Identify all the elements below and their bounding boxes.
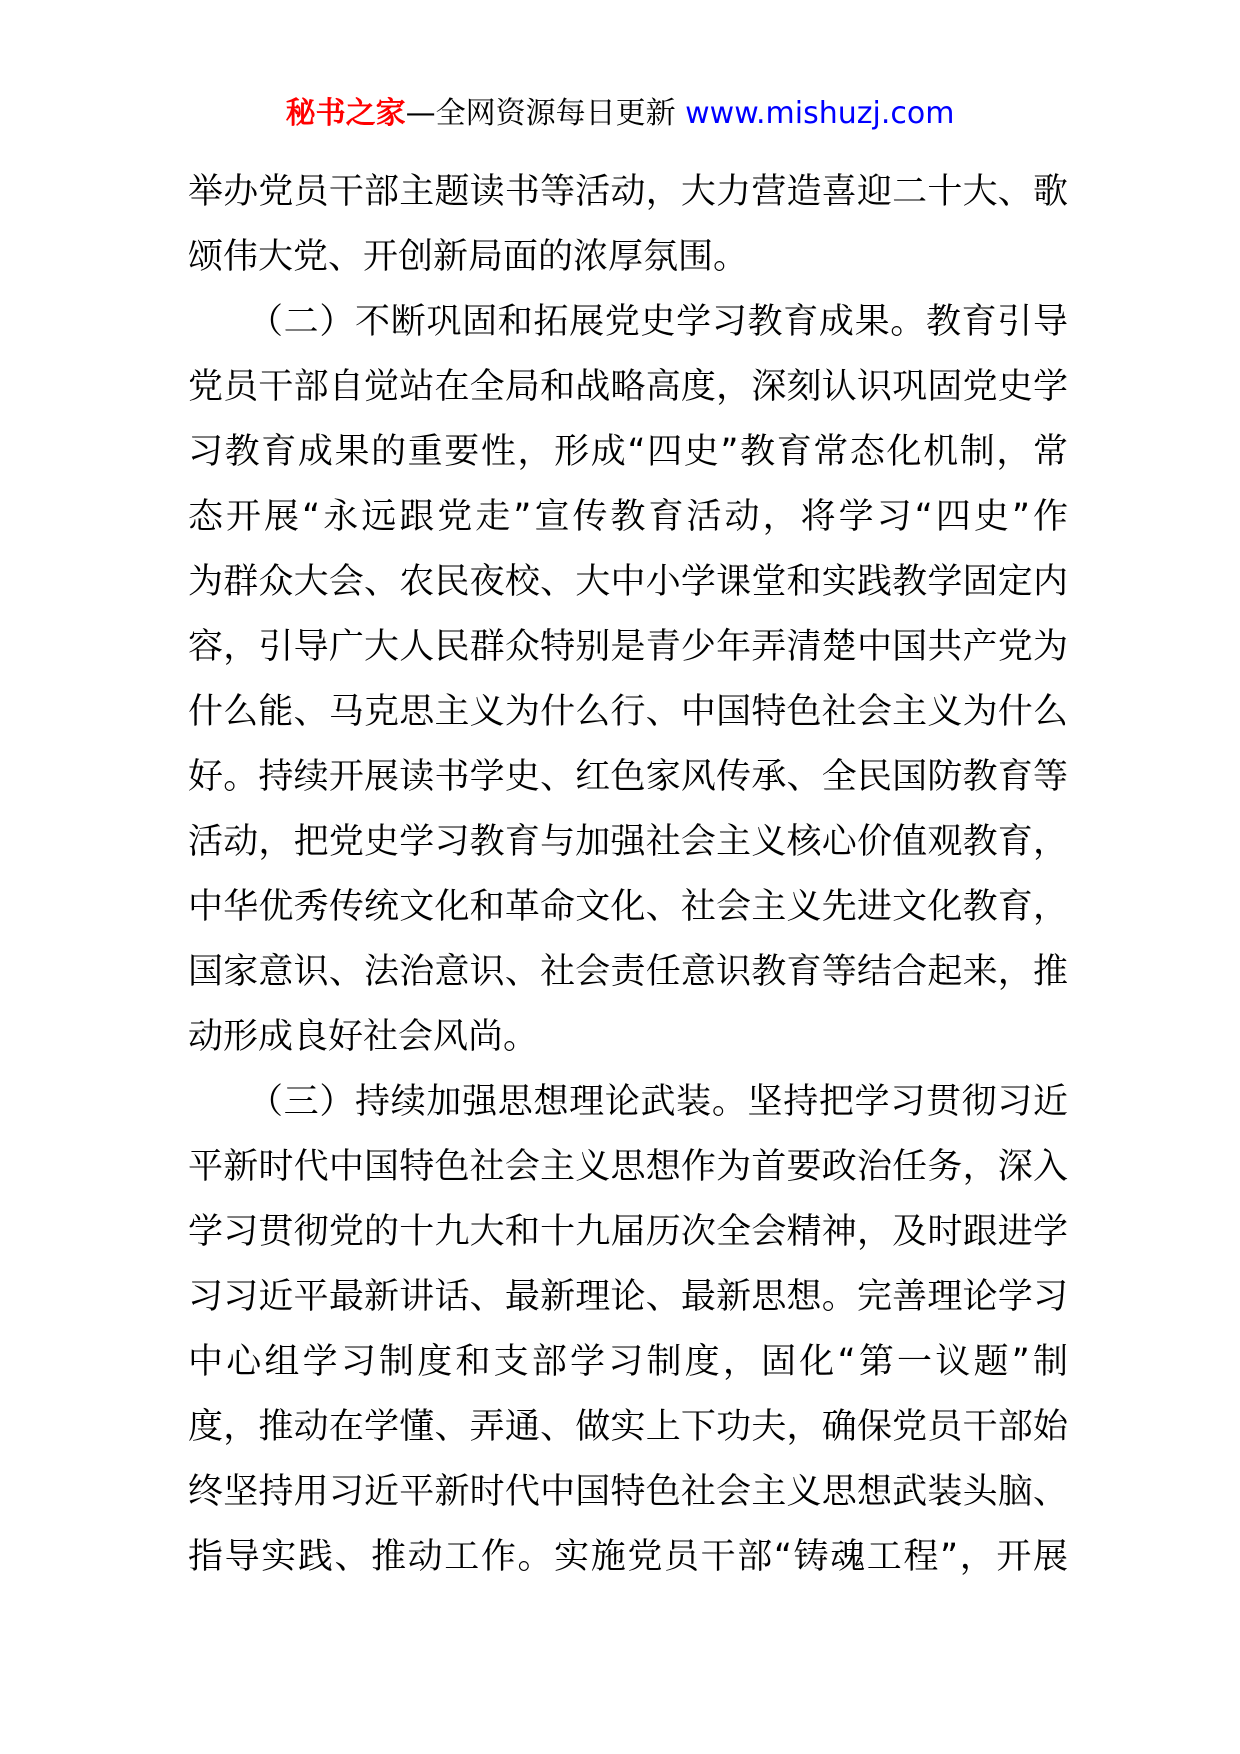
website-link[interactable]: www.mishuzj.com [685, 96, 955, 131]
text-line: （三）持续加强思想理论武装。坚持把学习贯彻习近 [248, 1082, 1068, 1122]
text-line: 为群众大会、农民夜校、大中小学课堂和实践教学固定内 [188, 562, 1068, 602]
text-line: 国家意识、法治意识、社会责任意识教育等结合起来，推 [188, 952, 1068, 992]
page-header [0, 94, 1240, 134]
text-line: 党员干部自觉站在全局和战略高度，深刻认识巩固党史学 [188, 367, 1068, 407]
text-line: 指导实践、推动工作。实施党员干部“铸魂工程”，开展 [188, 1537, 1068, 1577]
text-line: 平新时代中国特色社会主义思想作为首要政治任务，深入 [188, 1147, 1068, 1187]
text-line: 举办党员干部主题读书等活动，大力营造喜迎二十大、歌 [188, 172, 1068, 212]
header-tagline: —全网资源每日更新 [405, 96, 676, 131]
brand-name: 秘书之家 [285, 96, 406, 131]
text-line: （二）不断巩固和拓展党史学习教育成果。教育引导 [248, 302, 1068, 342]
text-line: 中华优秀传统文化和革命文化、社会主义先进文化教育， [188, 887, 1068, 927]
text-line: 学习贯彻党的十九大和十九届历次全会精神，及时跟进学 [188, 1212, 1068, 1252]
text-line: 态开展“永远跟党走”宣传教育活动，将学习“四史”作 [188, 497, 1068, 537]
text-line: 度，推动在学懂、弄通、做实上下功夫，确保党员干部始 [188, 1407, 1068, 1447]
text-line: 什么能、马克思主义为什么行、中国特色社会主义为什么 [188, 692, 1068, 732]
text-line: 活动，把党史学习教育与加强社会主义核心价值观教育， [188, 822, 1068, 862]
text-line: 终坚持用习近平新时代中国特色社会主义思想武装头脑、 [188, 1472, 1068, 1512]
text-line: 颂伟大党、开创新局面的浓厚氛围。 [188, 237, 749, 277]
text-line: 习教育成果的重要性，形成“四史”教育常态化机制，常 [188, 432, 1068, 472]
document-body [188, 160, 1068, 1590]
text-line: 中心组学习制度和支部学习制度，固化“第一议题”制 [188, 1342, 1068, 1382]
text-line: 动形成良好社会风尚。 [188, 1017, 539, 1057]
text-line: 习习近平最新讲话、最新理论、最新思想。完善理论学习 [188, 1277, 1068, 1317]
text-line: 好。持续开展读书学史、红色家风传承、全民国防教育等 [188, 757, 1068, 797]
text-line: 容，引导广大人民群众特别是青少年弄清楚中国共产党为 [188, 627, 1068, 667]
